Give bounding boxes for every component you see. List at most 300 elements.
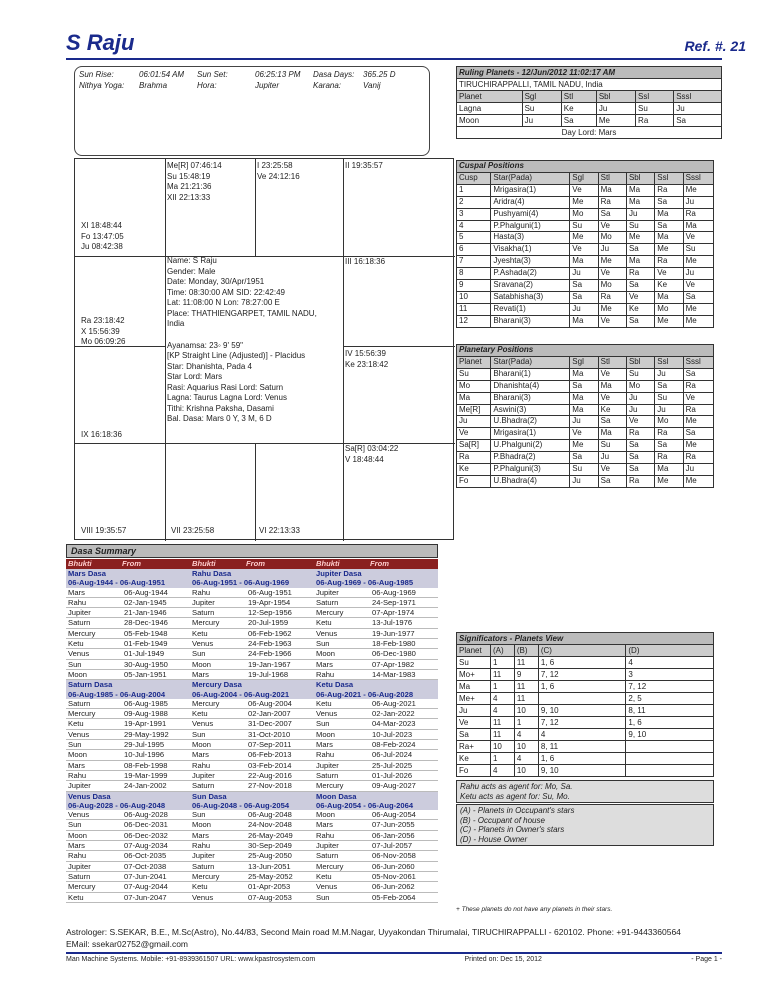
cuspal-cell: Ju <box>570 268 598 280</box>
bhukti-date: 19-Apr-1954 <box>248 597 291 607</box>
sun-info-label: Hora: <box>197 81 217 90</box>
bhukti-date: 07-Apr-1974 <box>372 608 415 618</box>
bhukti-row <box>314 719 438 729</box>
ruling-cell: Moon <box>457 115 523 127</box>
bhukti-date: 06-Feb-2013 <box>248 750 292 760</box>
sig-cell: 8, 11 <box>538 741 626 753</box>
dasa-column-header <box>66 559 190 569</box>
sig-cell: Ra+ <box>457 741 491 753</box>
dasa-summary-title: Dasa Summary <box>66 544 438 558</box>
bhukti-planet: Rahu <box>316 750 335 760</box>
planetary-cell: Me <box>655 475 683 487</box>
planetary-cell: Ra <box>457 452 491 464</box>
bhukti-row <box>314 851 438 861</box>
bhukti-planet: Mercury <box>68 709 96 719</box>
ruling-col-header: Ssl <box>636 91 674 103</box>
bhukti-planet: Jupiter <box>316 841 339 851</box>
cuspal-cell: Mo <box>655 303 683 315</box>
chart-planet-position: Ve 24:12:16 <box>257 171 300 181</box>
planetary-cell: Sa <box>626 452 654 464</box>
sig-cell: 4 <box>626 657 714 669</box>
planetary-cell: Ma <box>570 368 598 380</box>
planetary-col-header: Stl <box>598 356 626 368</box>
chart-planet-position: X 15:56:39 <box>81 326 120 336</box>
cuspal-cell: Ju <box>570 303 598 315</box>
sig-cell: 1 <box>490 753 514 765</box>
from-header: From <box>122 559 141 568</box>
dasa-name: Saturn Dasa <box>66 680 190 689</box>
dasa-name: Mercury Dasa <box>190 680 314 689</box>
chart-house-cell <box>81 316 125 348</box>
bhukti-planet: Sun <box>192 649 206 659</box>
sun-info-value: 06:25:13 PM <box>255 70 301 79</box>
cuspal-cell: Ve <box>626 291 654 303</box>
cuspal-cell: P.Phalguni(1) <box>491 220 570 232</box>
sig-cell: Fo <box>457 765 491 777</box>
dasa-block <box>190 569 314 680</box>
bhukti-row <box>190 629 314 639</box>
bhukti-row <box>190 841 314 851</box>
planetary-cell: Mo <box>457 380 491 392</box>
sun-info-value: 365.25 D <box>363 70 396 79</box>
bhukti-row <box>190 851 314 861</box>
cuspal-col-header: Sbl <box>626 172 654 184</box>
cuspal-cell: Ju <box>683 196 713 208</box>
cuspal-cell: Me <box>570 196 598 208</box>
bhukti-planet: Rahu <box>192 841 211 851</box>
cuspal-cell: Ve <box>598 220 626 232</box>
dasa-name: Jupiter Dasa <box>314 569 438 578</box>
sig-col-header: Planet <box>457 645 491 657</box>
ruling-col-header: Sgl <box>522 91 561 103</box>
bhukti-planet: Saturn <box>192 781 215 791</box>
bhukti-planet: Mars <box>192 669 209 679</box>
cuspal-cell: Ju <box>626 208 654 220</box>
cuspal-grid <box>456 160 714 328</box>
planetary-cell: Su <box>655 392 683 404</box>
cuspal-cell: Ra <box>683 208 713 220</box>
bhukti-planet: Moon <box>192 820 211 830</box>
cuspal-col-header: Stl <box>598 172 626 184</box>
dasa-column-header <box>314 559 438 569</box>
cuspal-cell: Ma <box>570 256 598 268</box>
ruling-cell: Ju <box>674 103 722 115</box>
chart-grid-line <box>343 159 344 541</box>
cuspal-cell: Ma <box>683 220 713 232</box>
cuspal-cell: 2 <box>457 196 491 208</box>
chart-planet-position: Sa[R] 03:04:22 <box>345 444 399 453</box>
dasa-column <box>190 559 314 903</box>
sun-info-row <box>79 69 425 80</box>
planetary-cell: Ra <box>626 428 654 440</box>
bhukti-planet: Jupiter <box>68 781 91 791</box>
bhukti-row <box>66 820 190 830</box>
bhukti-planet: Venus <box>192 639 214 649</box>
ruling-cell: Ke <box>561 103 596 115</box>
bhukti-row <box>66 831 190 841</box>
chart-house-cell <box>81 221 124 253</box>
sig-cell: Mo+ <box>457 669 491 681</box>
bhukti-row <box>190 820 314 830</box>
bhukti-planet: Mars <box>68 760 85 770</box>
sig-cell: Me+ <box>457 693 491 705</box>
planetary-cell: Me[R] <box>457 404 491 416</box>
cuspal-cell: Me <box>683 256 713 268</box>
planetary-cell: Ve <box>457 428 491 440</box>
bhukti-date: 24-Feb-1966 <box>248 649 292 659</box>
bhukti-row <box>314 670 438 680</box>
dasa-block <box>66 792 190 903</box>
cuspal-col-header: Ssl <box>655 172 683 184</box>
birth-chart <box>74 158 454 540</box>
bhukti-row <box>190 719 314 729</box>
bhukti-planet: Rahu <box>68 851 87 861</box>
bhukti-planet: Ketu <box>68 719 84 729</box>
bhukti-planet: Jupiter <box>192 770 215 780</box>
bhukti-planet: Ketu <box>316 698 332 708</box>
chart-house-cell <box>171 526 214 537</box>
bhukti-row <box>66 740 190 750</box>
dasa-column <box>66 559 190 903</box>
header-rule <box>66 58 722 60</box>
bhukti-date: 30-Aug-1950 <box>124 659 168 669</box>
bhukti-row <box>314 872 438 882</box>
cuspal-cell: 7 <box>457 256 491 268</box>
bhukti-date: 02-Jan-1945 <box>124 597 167 607</box>
cuspal-col-header: Sgl <box>570 172 598 184</box>
sig-cell: 7, 12 <box>626 681 714 693</box>
planetary-cell: Ra <box>655 428 683 440</box>
sig-title: Significators - Planets View <box>457 633 714 645</box>
planetary-cell: Su <box>598 440 626 452</box>
cuspal-cell: 11 <box>457 303 491 315</box>
sig-cell: 1, 6 <box>626 717 714 729</box>
bhukti-date: 19-Jan-1967 <box>248 659 291 669</box>
cuspal-cell: Ma <box>626 196 654 208</box>
bhukti-row <box>314 649 438 659</box>
dasa-block <box>66 680 190 791</box>
sun-info-value: Jupiter <box>255 81 280 90</box>
bhukti-date: 07-Aug-2044 <box>124 882 168 892</box>
dasa-name: Moon Dasa <box>314 792 438 801</box>
center-info-line: Ayanamsa: 23◦ 9' 59" <box>167 340 243 350</box>
bhukti-planet: Mercury <box>316 608 344 618</box>
bhukti-date: 12-Sep-1956 <box>248 608 292 618</box>
chart-planet-position: Ke 23:18:42 <box>345 359 389 369</box>
bhukti-row <box>314 709 438 719</box>
cuspal-cell: Aridra(4) <box>491 196 570 208</box>
sun-info-label: Sun Rise: <box>79 70 114 79</box>
dasa-summary <box>66 544 438 902</box>
bhukti-date: 06-Feb-1962 <box>248 628 292 638</box>
bhukti-header: Bhukti <box>316 559 340 568</box>
planetary-cell: Ke <box>457 464 491 476</box>
significators-table <box>456 632 714 777</box>
sig-cell: 1, 6 <box>538 657 626 669</box>
bhukti-row <box>190 730 314 740</box>
cuspal-cell: Me <box>683 184 713 196</box>
bhukti-planet: Mercury <box>192 698 220 708</box>
planetary-cell: Sa <box>598 475 626 487</box>
chart-center-info <box>167 256 317 425</box>
cuspal-cell: Ve <box>570 184 598 196</box>
bhukti-date: 19-Jun-1977 <box>372 628 415 638</box>
agent-notes <box>456 780 714 803</box>
bhukti-row <box>66 862 190 872</box>
bhukti-row <box>66 882 190 892</box>
bhukti-row <box>66 588 190 598</box>
cuspal-cell: Me <box>570 232 598 244</box>
bhukti-planet: Saturn <box>192 608 215 618</box>
bhukti-date: 25-Jul-2025 <box>372 760 413 770</box>
cuspal-cell: Ve <box>683 280 713 292</box>
sig-cell: 1, 6 <box>538 681 626 693</box>
bhukti-date: 14-Mar-1983 <box>372 669 416 679</box>
bhukti-row <box>314 699 438 709</box>
ruling-cell: Me <box>596 115 635 127</box>
bhukti-row <box>66 670 190 680</box>
bhukti-planet: Rahu <box>68 597 87 607</box>
sig-col-header: (C) <box>538 645 626 657</box>
chart-grid-line <box>165 159 166 541</box>
bhukti-row <box>314 831 438 841</box>
planetary-cell: Ju <box>626 392 654 404</box>
bhukti-row <box>66 608 190 618</box>
bhukti-row <box>314 740 438 750</box>
bhukti-row <box>66 761 190 771</box>
planetary-cell: Ve <box>598 368 626 380</box>
bhukti-row <box>314 618 438 628</box>
bhukti-date: 25-May-2052 <box>248 871 293 881</box>
sig-cell: 1, 6 <box>538 753 626 765</box>
cuspal-cell: Ve <box>655 268 683 280</box>
bhukti-planet: Sun <box>68 740 82 750</box>
bhukti-planet: Sun <box>192 810 206 820</box>
chart-planet-position: Me[R] 07:46:14 <box>167 161 222 170</box>
cuspal-cell: Me <box>683 315 713 327</box>
bhukti-planet: Jupiter <box>316 587 339 597</box>
chart-planet-position: Su 15:48:19 <box>167 171 211 181</box>
bhukti-row <box>314 761 438 771</box>
planetary-col-header: Ssl <box>655 356 683 368</box>
cuspal-cell: Bharani(3) <box>491 315 570 327</box>
ruling-cell: Lagna <box>457 103 523 115</box>
dasa-period: 06-Aug-2048 - 06-Aug-2054 <box>190 801 314 810</box>
bhukti-planet: Moon <box>316 649 335 659</box>
cuspal-cell: Sa <box>570 280 598 292</box>
ruling-col-header: Planet <box>457 91 523 103</box>
bhukti-date: 04-Mar-2023 <box>372 719 416 729</box>
bhukti-row <box>66 893 190 903</box>
bhukti-date: 09-Aug-1988 <box>124 709 168 719</box>
cuspal-cell: Ve <box>598 268 626 280</box>
cuspal-cell: P.Ashada(2) <box>491 268 570 280</box>
bhukti-planet: Mercury <box>192 871 220 881</box>
sig-cell <box>626 753 714 765</box>
bhukti-planet: Jupiter <box>68 608 91 618</box>
bhukti-row <box>190 608 314 618</box>
planetary-cell: Ra <box>683 380 713 392</box>
ruling-cell: Ra <box>636 115 674 127</box>
cuspal-cell: Sa <box>626 280 654 292</box>
bhukti-planet: Jupiter <box>316 760 339 770</box>
bhukti-planet: Saturn <box>316 770 339 780</box>
cuspal-cell: Ra <box>655 256 683 268</box>
planetary-cell: Dhanishta(4) <box>491 380 570 392</box>
bhukti-date: 31-Oct-2010 <box>248 729 291 739</box>
bhukti-planet: Mercury <box>68 628 96 638</box>
planetary-cell: Mo <box>626 380 654 392</box>
bhukti-row <box>314 771 438 781</box>
bhukti-date: 19-Mar-1999 <box>124 770 168 780</box>
dasa-block <box>314 569 438 680</box>
planetary-cell: Ju <box>683 464 713 476</box>
bhukti-date: 25-Aug-2050 <box>248 851 292 861</box>
cuspal-cell: Ve <box>598 315 626 327</box>
bhukti-date: 06-Aug-2048 <box>248 810 292 820</box>
ruling-cell: Sa <box>561 115 596 127</box>
ruling-col-header: Sssl <box>674 91 722 103</box>
cuspal-cell: Mo <box>570 208 598 220</box>
sig-cell: Ma <box>457 681 491 693</box>
planetary-cell: Ju <box>655 404 683 416</box>
center-info-line: Lat: 11:08:00 N Lon: 78:27:00 E <box>167 298 280 307</box>
sig-grid <box>456 632 714 777</box>
dasa-block <box>190 680 314 791</box>
bhukti-row <box>190 618 314 628</box>
bhukti-row <box>314 862 438 872</box>
bhukti-date: 06-Jun-2062 <box>372 882 415 892</box>
bhukti-date: 06-Aug-1969 <box>372 587 416 597</box>
planetary-col-header: Star(Pada) <box>491 356 570 368</box>
ruling-cell: Sa <box>674 115 722 127</box>
sig-cell: 9, 10 <box>626 729 714 741</box>
bhukti-row <box>66 598 190 608</box>
cuspal-cell: Sa <box>626 315 654 327</box>
bhukti-row <box>66 639 190 649</box>
bhukti-planet: Mercury <box>68 882 96 892</box>
cuspal-cell: Revati(1) <box>491 303 570 315</box>
dasa-name: Rahu Dasa <box>190 569 314 578</box>
dasa-block <box>314 680 438 791</box>
dasa-period: 06-Aug-2021 - 06-Aug-2028 <box>314 690 438 699</box>
bhukti-row <box>66 629 190 639</box>
sig-cell: 10 <box>514 741 538 753</box>
sig-cell: 4 <box>490 693 514 705</box>
sun-info-value: Brahma <box>139 81 168 90</box>
planetary-cell: Me <box>683 475 713 487</box>
bhukti-date: 07-Oct-2038 <box>124 861 167 871</box>
bhukti-planet: Moon <box>192 659 211 669</box>
bhukti-row <box>66 851 190 861</box>
bhukti-planet: Mars <box>192 830 209 840</box>
planetary-cell: Ra <box>655 452 683 464</box>
sig-cell: 11 <box>514 657 538 669</box>
bhukti-date: 06-Jun-2060 <box>372 861 415 871</box>
bhukti-date: 24-Jan-2002 <box>124 781 167 791</box>
chart-planet-position: IX 16:18:36 <box>81 430 122 439</box>
planetary-cell: P.Bhadra(2) <box>491 452 570 464</box>
planetary-cell: Sa[R] <box>457 440 491 452</box>
bhukti-planet: Ketu <box>316 871 332 881</box>
sig-cell: 9, 10 <box>538 765 626 777</box>
planetary-cell: Ra <box>683 452 713 464</box>
dasa-name: Sun Dasa <box>190 792 314 801</box>
sig-cell: 11 <box>514 681 538 693</box>
bhukti-date: 06-Dec-2031 <box>124 820 168 830</box>
cuspal-cell: Ke <box>626 303 654 315</box>
bhukti-date: 24-Sep-1971 <box>372 597 416 607</box>
planetary-cell: Sa <box>598 416 626 428</box>
bhukti-planet: Saturn <box>192 861 215 871</box>
bhukti-planet: Mercury <box>316 861 344 871</box>
planetary-cell: Ve <box>570 428 598 440</box>
cuspal-cell: Sa <box>655 196 683 208</box>
planetary-cell: Ve <box>598 392 626 404</box>
center-info-line: India <box>167 319 185 328</box>
bhukti-date: 30-Sep-2049 <box>248 841 292 851</box>
planetary-cell: U.Bhadra(4) <box>491 475 570 487</box>
bhukti-date: 06-Jul-2024 <box>372 750 413 760</box>
bhukti-date: 19-Jul-1968 <box>248 669 289 679</box>
cuspal-cell: Ma <box>598 184 626 196</box>
chart-house-cell <box>81 430 122 441</box>
ruling-cell: Ju <box>522 115 561 127</box>
bhukti-row <box>190 862 314 872</box>
cuspal-cell: Ve <box>683 232 713 244</box>
bhukti-date: 01-Jul-2026 <box>372 770 413 780</box>
bhukti-planet: Jupiter <box>192 851 215 861</box>
cuspal-cell: Su <box>570 220 598 232</box>
sig-cell: Ke <box>457 753 491 765</box>
cuspal-cell: Ra <box>655 184 683 196</box>
sun-info-box <box>74 66 430 156</box>
center-info-line: [KP Straight Line (Adjusted)] - Placidus <box>167 351 306 360</box>
center-info-line: Date: Monday, 30/Apr/1951 <box>167 277 265 286</box>
bhukti-planet: Mars <box>316 740 333 750</box>
bhukti-date: 13-Jun-2051 <box>248 861 291 871</box>
bhukti-planet: Venus <box>192 892 214 902</box>
reference-number: Ref. #. 21 <box>684 38 746 54</box>
sig-cell <box>626 765 714 777</box>
bhukti-row <box>314 841 438 851</box>
ruling-planets-table <box>456 66 722 139</box>
center-info-line: Tithi: Krishna Paksha, Dasami <box>167 403 274 413</box>
significators-footnote: + These planets do not have any planets in their stars. <box>456 906 613 913</box>
bhukti-planet: Rahu <box>192 760 211 770</box>
legend-line: (A) - Planets in Occupant's stars <box>460 806 575 815</box>
bhukti-planet: Jupiter <box>192 597 215 607</box>
bhukti-date: 07-Jun-2047 <box>124 892 167 902</box>
planetary-cell: Mo <box>655 416 683 428</box>
cuspal-cell: Ma <box>570 315 598 327</box>
bhukti-planet: Sun <box>68 820 82 830</box>
sun-info-label: Nithya Yoga: <box>79 81 125 90</box>
ruling-footer: Day Lord: Mars <box>457 127 722 139</box>
planetary-cell: Ma <box>598 428 626 440</box>
sig-cell: Sa <box>457 729 491 741</box>
page-footer <box>66 956 722 963</box>
planetary-cell: Sa <box>570 452 598 464</box>
bhukti-planet: Ketu <box>68 639 84 649</box>
ruling-cell: Su <box>522 103 561 115</box>
sig-cell: 4 <box>490 705 514 717</box>
sun-info-label: Karana: <box>313 81 342 90</box>
chart-grid-line <box>255 159 256 256</box>
bhukti-date: 07-Sep-2011 <box>248 740 292 750</box>
bhukti-planet: Venus <box>316 628 338 638</box>
bhukti-planet: Ketu <box>192 882 208 892</box>
